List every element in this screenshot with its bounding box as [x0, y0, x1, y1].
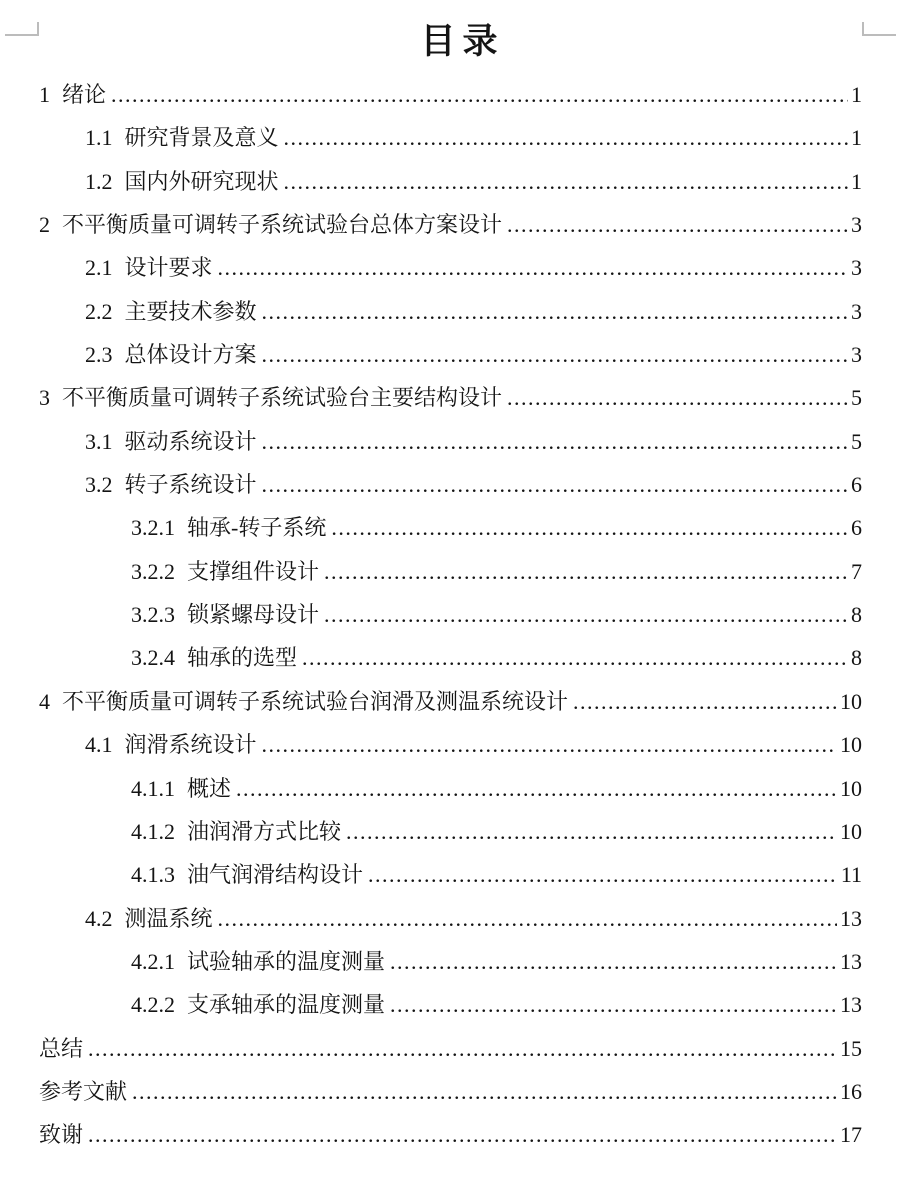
dot-leader [132, 1070, 837, 1113]
toc-entry-number: 1.1 [85, 125, 113, 151]
toc-entry-page: 16 [840, 1078, 862, 1104]
toc-entry[interactable] [0, 1027, 918, 1070]
toc-entry-page: 8 [851, 602, 862, 628]
toc-entry-title: 支承轴承的温度测量 [187, 992, 386, 1018]
toc-entry-page: 6 [851, 515, 862, 541]
toc-entry-page: 1 [851, 168, 862, 194]
dot-leader [324, 593, 848, 636]
toc-entry[interactable] [0, 767, 918, 810]
toc-entry-title: 油润滑方式比较 [187, 818, 342, 844]
toc-entry-number: 3 [39, 385, 50, 411]
dot-leader [262, 420, 848, 463]
toc-entry-title: 轴承的选型 [187, 645, 298, 671]
toc-entry-title: 润滑系统设计 [124, 732, 257, 758]
dot-leader [507, 376, 848, 419]
toc-entry[interactable] [0, 983, 918, 1026]
toc-entry-number: 4.2 [85, 905, 113, 931]
toc-entry[interactable] [0, 1070, 918, 1113]
toc-entry[interactable] [0, 940, 918, 983]
dot-leader [284, 116, 848, 159]
toc-entry[interactable] [0, 853, 918, 896]
toc-entry-title: 设计要求 [124, 255, 213, 281]
dot-leader [218, 246, 848, 289]
toc-entry-number: 4.2.1 [131, 948, 175, 974]
dot-leader [324, 550, 848, 593]
dot-leader [111, 73, 848, 116]
toc-entry-title: 主要技术参数 [124, 298, 257, 324]
toc-entry-page: 17 [840, 1122, 862, 1148]
toc-entry-number: 2 [39, 212, 50, 238]
toc-entry[interactable] [0, 636, 918, 679]
dot-leader [284, 160, 848, 203]
dot-leader [507, 203, 848, 246]
toc-entry[interactable] [0, 160, 918, 203]
toc-entry-number: 4.1.1 [131, 775, 175, 801]
dot-leader [573, 680, 837, 723]
toc-entry-title: 油气润滑结构设计 [187, 862, 364, 888]
toc-entry-number: 4 [39, 688, 50, 714]
toc-entry[interactable] [0, 897, 918, 940]
toc-entry[interactable] [0, 680, 918, 723]
dot-leader [262, 290, 848, 333]
dot-leader [262, 463, 848, 506]
toc-entry-page: 13 [840, 948, 862, 974]
toc-entry[interactable] [0, 290, 918, 333]
dot-leader [262, 333, 848, 376]
dot-leader [346, 810, 837, 853]
toc-entry-title: 总体设计方案 [124, 342, 257, 368]
toc-entry-number: 3.2.1 [131, 515, 175, 541]
toc-entry[interactable] [0, 116, 918, 159]
toc-entry-page: 1 [851, 82, 862, 107]
toc-entry[interactable] [0, 246, 918, 289]
toc-entry[interactable] [0, 333, 918, 376]
toc-entry[interactable] [0, 506, 918, 549]
toc-entry-title: 轴承-转子系统 [187, 515, 327, 541]
toc-entry-title: 绪论 [62, 82, 107, 107]
toc-entry-title: 致谢 [39, 1122, 84, 1148]
toc-entry-page: 7 [851, 558, 862, 584]
dot-leader [302, 636, 848, 679]
toc-entry-number: 3.2.4 [131, 645, 175, 671]
toc-entry-title: 国内外研究现状 [124, 168, 279, 194]
toc-entry-page: 5 [851, 428, 862, 454]
toc-entry-title: 测温系统 [124, 905, 213, 931]
toc-entry-number: 3.1 [85, 428, 113, 454]
dot-leader [262, 723, 837, 766]
dot-leader [88, 1027, 837, 1070]
toc-entry-title: 不平衡质量可调转子系统试验台总体方案设计 [62, 212, 503, 238]
toc-entry-page: 6 [851, 472, 862, 498]
toc-entry-number: 4.1.2 [131, 818, 175, 844]
toc-entry-title: 研究背景及意义 [124, 125, 279, 151]
toc-entry-title: 概述 [187, 775, 232, 801]
dot-leader [368, 853, 838, 896]
toc-entry-number: 2.2 [85, 298, 113, 324]
toc-entry[interactable] [0, 810, 918, 853]
toc-entry[interactable] [0, 203, 918, 246]
toc-entry-page: 13 [840, 992, 862, 1018]
toc-entry[interactable] [0, 73, 918, 116]
toc-entry[interactable] [0, 550, 918, 593]
toc-entry-page: 15 [840, 1035, 862, 1061]
toc-entry-title: 支撑组件设计 [187, 558, 320, 584]
toc-entry-number: 2.1 [85, 255, 113, 281]
document-page [0, 22, 918, 1197]
toc-entry-number: 3.2.3 [131, 602, 175, 628]
toc-entry-number: 1 [39, 82, 50, 107]
toc-entry-page: 11 [840, 862, 862, 888]
dot-leader [390, 983, 837, 1026]
toc-entry-number: 4.2.2 [131, 992, 175, 1018]
toc-entry-title: 驱动系统设计 [124, 428, 257, 454]
toc-entry-page: 8 [851, 645, 862, 671]
dot-leader [88, 1113, 837, 1156]
margin-crop-mark-top-right [862, 22, 896, 36]
toc-entry-page: 3 [851, 255, 862, 281]
page-title: 目录 [420, 22, 505, 61]
toc-entry[interactable] [0, 723, 918, 766]
toc-entry-page: 5 [851, 385, 862, 411]
toc-entry-title: 锁紧螺母设计 [187, 602, 320, 628]
toc-entry-number: 4.1.3 [131, 862, 175, 888]
toc-list [0, 73, 918, 1157]
toc-entry-page: 10 [840, 732, 862, 758]
toc-entry-page: 1 [851, 125, 862, 151]
toc-entry-title: 不平衡质量可调转子系统试验台主要结构设计 [62, 385, 503, 411]
toc-entry-page: 13 [840, 905, 862, 931]
toc-entry[interactable] [0, 463, 918, 506]
dot-leader [331, 506, 848, 549]
dot-leader [390, 940, 837, 983]
dot-leader [236, 767, 837, 810]
toc-entry-page: 10 [840, 775, 862, 801]
toc-entry[interactable] [0, 376, 918, 419]
toc-entry[interactable] [0, 420, 918, 463]
toc-entry-page: 10 [840, 688, 862, 714]
toc-entry[interactable] [0, 593, 918, 636]
toc-entry-title: 总结 [39, 1035, 84, 1061]
toc-entry-number: 3.2 [85, 472, 113, 498]
toc-entry-page: 3 [851, 212, 862, 238]
toc-entry-number: 4.1 [85, 732, 113, 758]
toc-entry-number: 1.2 [85, 168, 113, 194]
toc-entry[interactable] [0, 1113, 918, 1156]
toc-entry-page: 10 [840, 818, 862, 844]
toc-entry-number: 3.2.2 [131, 558, 175, 584]
toc-entry-title: 转子系统设计 [124, 472, 257, 498]
toc-entry-title: 参考文献 [39, 1078, 128, 1104]
dot-leader [218, 897, 837, 940]
toc-entry-title: 试验轴承的温度测量 [187, 948, 386, 974]
toc-entry-page: 3 [851, 298, 862, 324]
margin-crop-mark-top-left [5, 22, 39, 36]
toc-entry-title: 不平衡质量可调转子系统试验台润滑及测温系统设计 [62, 688, 569, 714]
toc-entry-number: 2.3 [85, 342, 113, 368]
toc-entry-page: 3 [851, 342, 862, 368]
